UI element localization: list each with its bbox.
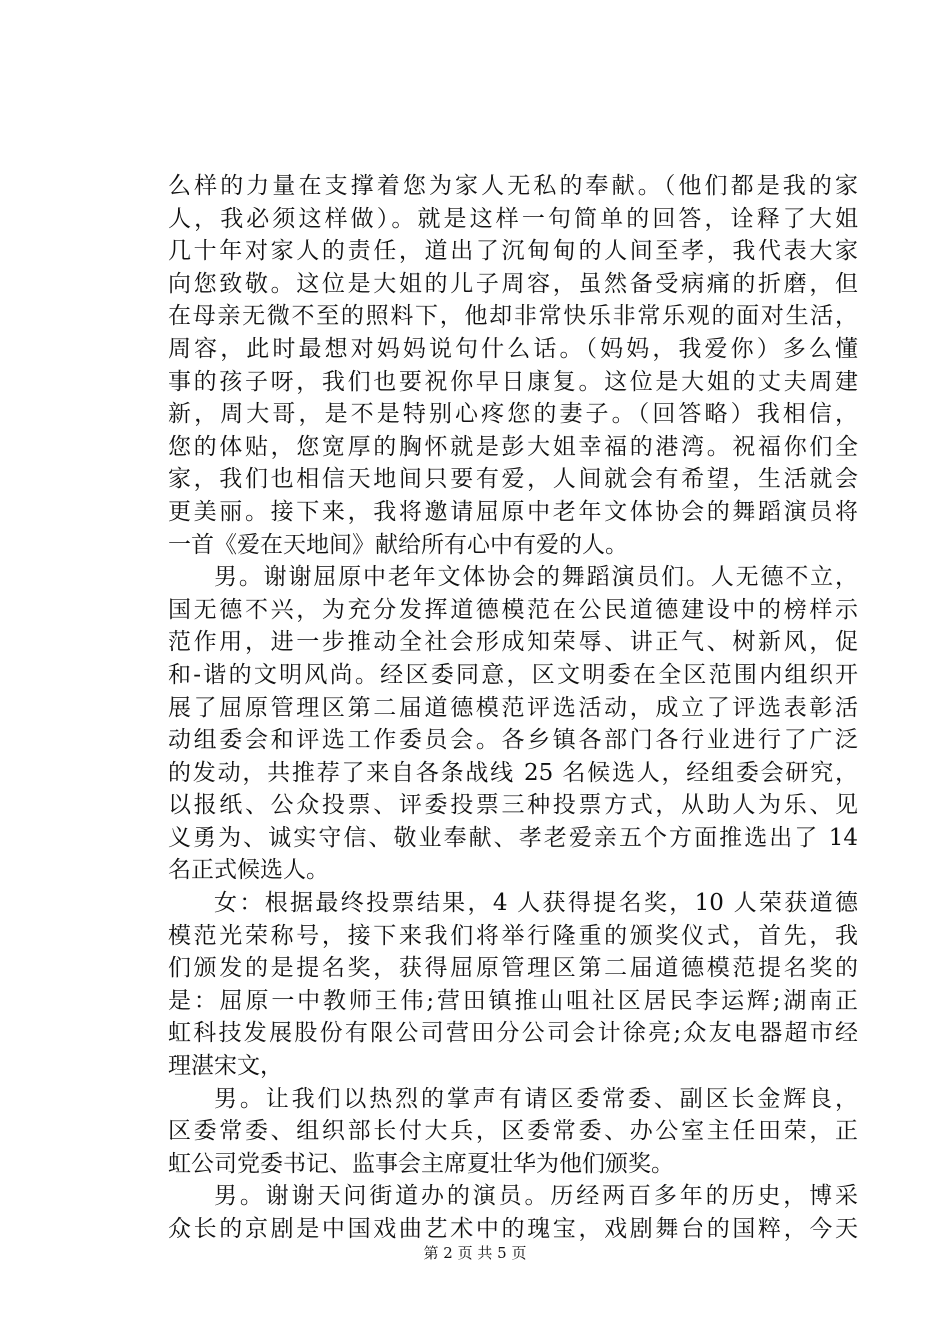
text-line: 是：屈原一中教师王伟;营田镇推山咀社区居民李运辉;湖南正 <box>168 987 858 1014</box>
text-line: 动组委会和评选工作委员会。各乡镇各部门各行业进行了广泛 <box>168 727 858 754</box>
text-line: 人，我必须这样做）。就是这样一句简单的回答，诠释了大姐 <box>168 205 858 232</box>
text-line: 虹公司党委书记、监事会主席夏壮华为他们颁奖。 <box>168 1150 674 1177</box>
text-line: 事的孩子呀，我们也要祝你早日康复。这位是大姐的丈夫周建 <box>168 368 858 395</box>
text-line: 范作用，进一步推动全社会形成知荣辱、讲正气、树新风，促 <box>168 629 858 656</box>
text-line: 模范光荣称号，接下来我们将举行隆重的颁奖仪式，首先，我 <box>168 922 858 949</box>
document-body <box>168 170 858 1246</box>
text-line: 国无德不兴，为充分发挥道德模范在公民道德建设中的榜样示 <box>168 596 858 623</box>
text-line: 众长的京剧是中国戏曲艺术中的瑰宝，戏剧舞台的国粹，今天 <box>168 1216 858 1242</box>
text-line: 展了屈原管理区第二届道德模范评选活动，成立了评选表彰活 <box>168 694 858 721</box>
text-line: 区委常委、组织部长付大兵，区委常委、办公室主任田荣，正 <box>168 1118 858 1145</box>
text-line: 名正式候选人。 <box>168 857 329 884</box>
page-footer: 第 2 页 共 5 页 <box>423 1244 527 1262</box>
text-line: 女：根据最终投票结果，4 人获得提名奖，10 人荣获道德 <box>214 890 858 917</box>
text-line: 么样的力量在支撑着您为家人无私的奉献。（他们都是我的家 <box>168 173 858 199</box>
text-line: 一首《爱在天地间》献给所有心中有爱的人。 <box>168 531 628 558</box>
text-line: 您的体贴，您宽厚的胸怀就是彭大姐幸福的港湾。祝福你们全 <box>168 433 858 460</box>
text-line: 新，周大哥，是不是特别心疼您的妻子。（回答略）我相信， <box>168 401 858 428</box>
text-line: 们颁发的是提名奖，获得屈原管理区第二届道德模范提名奖的 <box>168 955 858 982</box>
text-line: 几十年对家人的责任，道出了沉甸甸的人间至孝，我代表大家 <box>168 238 858 265</box>
text-line: 和-谐的文明风尚。经区委同意，区文明委在全区范围内组织开 <box>168 661 858 688</box>
text-line: 在母亲无微不至的照料下，他却非常快乐非常乐观的面对生活， <box>168 303 858 330</box>
text-line: 虹科技发展股份有限公司营田分公司会计徐亮;众友电器超市经 <box>168 1020 858 1047</box>
text-line: 以报纸、公众投票、评委投票三种投票方式，从助人为乐、见 <box>168 792 858 819</box>
text-line: 义勇为、诚实守信、敬业奉献、孝老爱亲五个方面推选出了 14 <box>168 824 858 851</box>
text-line: 男。让我们以热烈的掌声有请区委常委、副区长金辉良， <box>214 1085 858 1112</box>
text-line: 更美丽。接下来，我将邀请屈原中老年文体协会的舞蹈演员将 <box>168 498 858 525</box>
text-line: 周容，此时最想对妈妈说句什么话。（妈妈，我爱你）多么懂 <box>168 335 858 362</box>
text-line: 向您致敬。这位是大姐的儿子周容，虽然备受病痛的折磨，但 <box>168 270 858 297</box>
text-line: 家，我们也相信天地间只要有爱，人间就会有希望，生活就会 <box>168 466 858 493</box>
text-line: 男。谢谢天问街道办的演员。历经两百多年的历史，博采 <box>214 1183 858 1210</box>
text-line: 男。谢谢屈原中老年文体协会的舞蹈演员们。人无德不立， <box>214 564 858 591</box>
text-line: 理湛宋文， <box>168 1053 283 1080</box>
text-line: 的发动，共推荐了来自各条战线 25 名候选人，经组委会研究， <box>168 759 858 786</box>
